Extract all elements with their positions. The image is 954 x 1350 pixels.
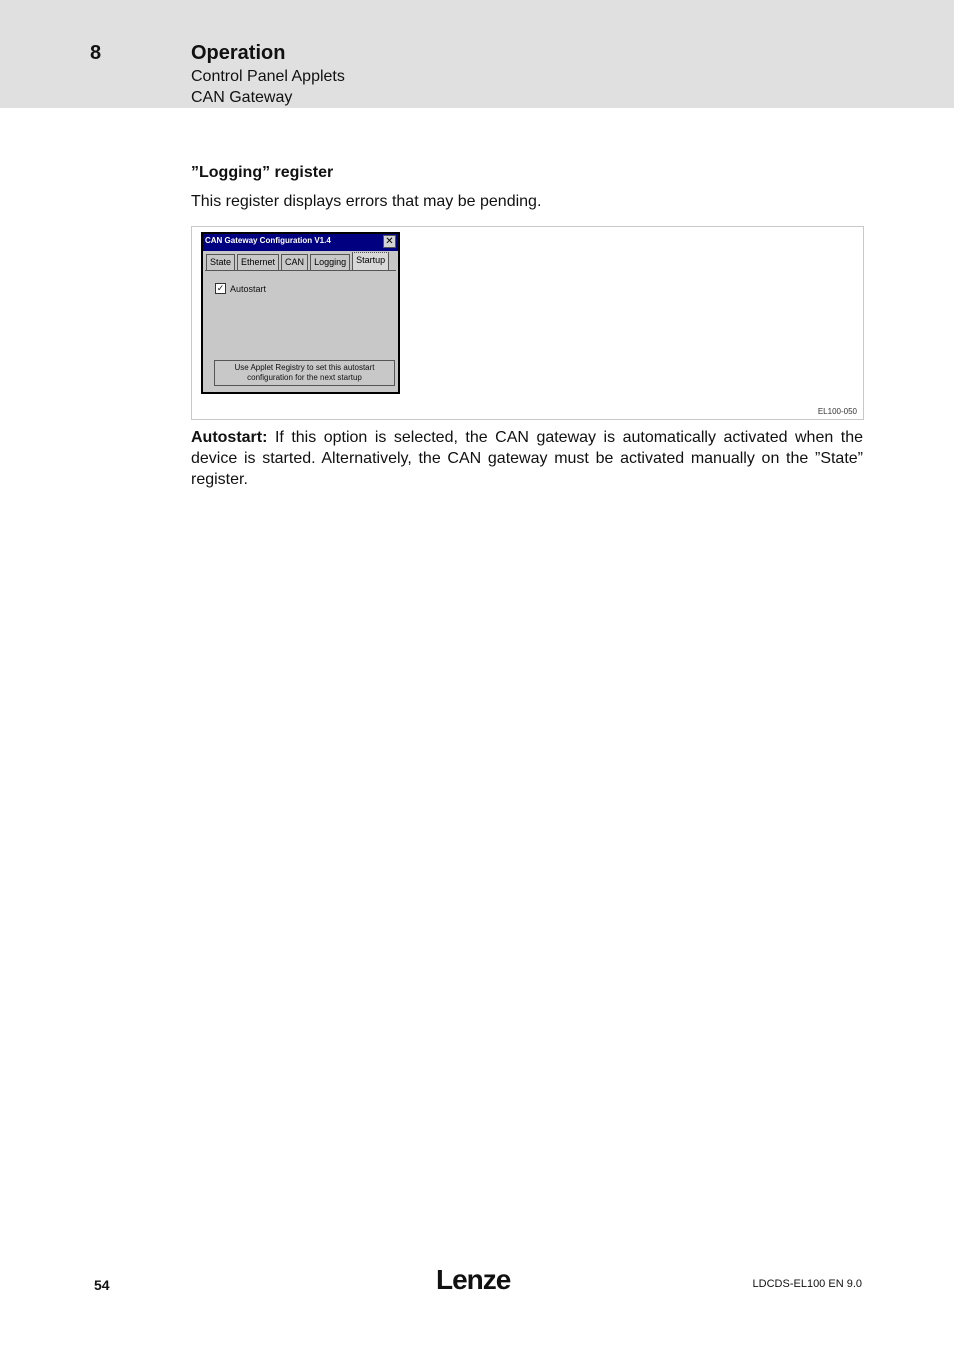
section-heading: ”Logging” register (191, 164, 334, 181)
autostart-term: Autostart: (191, 429, 268, 446)
section-subtitle: Control Panel Applets (191, 68, 345, 85)
config-dialog (201, 232, 400, 394)
tab-bar (206, 254, 391, 270)
figure-frame (191, 226, 864, 420)
intro-paragraph: This register displays errors that may be pending. (191, 193, 542, 210)
tab-startup[interactable]: Startup (352, 252, 389, 270)
header-band (0, 0, 954, 108)
figure-id: EL100-050 (817, 407, 857, 416)
subsection-subtitle: CAN Gateway (191, 89, 293, 106)
autostart-description (191, 427, 863, 490)
note-line-1: Use Applet Registry to set this autostart (234, 363, 375, 372)
tab-can[interactable]: CAN (281, 254, 308, 270)
autostart-checkbox[interactable]: ✓ (216, 283, 225, 293)
autostart-label: Autostart (230, 283, 267, 294)
chapter-title: Operation (191, 42, 286, 64)
dialog-titlebar (203, 234, 398, 251)
startup-panel (205, 270, 396, 391)
registry-note (214, 360, 395, 386)
close-icon[interactable]: ✕ (383, 235, 396, 248)
dialog-title: CAN Gateway Configuration V1.4 (205, 236, 331, 245)
page-number: 54 (94, 1277, 110, 1293)
tab-state[interactable]: State (206, 254, 235, 270)
autostart-text: If this option is selected, the CAN gateway is automatically activated when the device is started. Alternatively, the CAN gateway must be activated manually on the ”State” register. (191, 429, 863, 488)
note-line-2: configuration for the next startup (247, 373, 362, 382)
tab-logging[interactable]: Logging (310, 254, 350, 270)
tab-ethernet[interactable]: Ethernet (237, 254, 279, 270)
autostart-option[interactable] (215, 283, 266, 294)
lenze-logo: Lenze (436, 1264, 511, 1295)
chapter-number: 8 (90, 42, 102, 64)
document-id: LDCDS-EL100 EN 9.0 (752, 1278, 862, 1290)
